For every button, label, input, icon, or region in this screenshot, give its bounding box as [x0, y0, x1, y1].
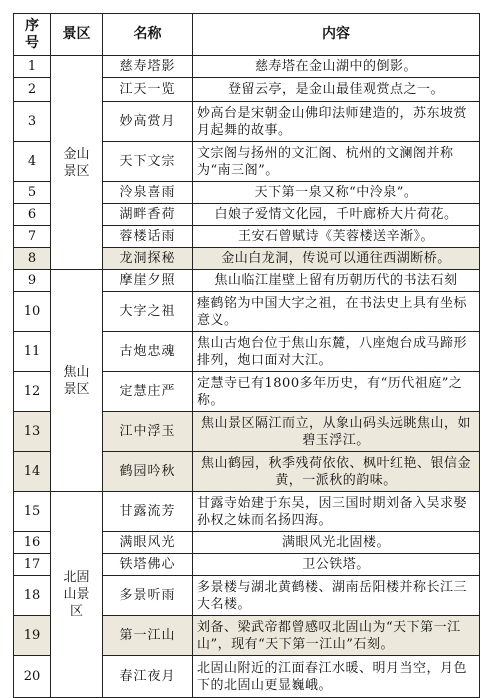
- row-num: 16: [14, 532, 51, 554]
- table-row: [14, 492, 480, 532]
- row-num: 19: [14, 616, 51, 656]
- row-num: 13: [14, 412, 51, 452]
- row-content: 焦山古炮台位于焦山东麓，八座炮台成马蹄形排列，炮口面对大江。: [193, 332, 480, 372]
- row-content: 慈寿塔在金山湖中的倒影。: [193, 56, 480, 78]
- row-content: 登留云亭，是金山最佳观赏点之一。: [193, 78, 480, 102]
- row-name: 江中浮玉: [103, 412, 193, 452]
- row-num: 11: [14, 332, 51, 372]
- row-name: 多景听雨: [103, 576, 193, 616]
- row-name: 鹤园吟秋: [103, 452, 193, 492]
- row-name: 铁塔佛心: [103, 554, 193, 576]
- row-content: 焦山鹤园，秋季残荷依依、枫叶红艳、银信金黄，一派秋的韵味。: [193, 452, 480, 492]
- row-num: 10: [14, 292, 51, 332]
- row-num: 17: [14, 554, 51, 576]
- row-num: 6: [14, 204, 51, 226]
- table-row: [14, 56, 480, 78]
- row-name: 摩崖夕照: [103, 270, 193, 292]
- row-num: 1: [14, 56, 51, 78]
- row-num: 3: [14, 102, 51, 142]
- row-name: 龙洞探秘: [103, 248, 193, 270]
- row-num: 4: [14, 142, 51, 182]
- row-content: 白娘子爱情文化园，千叶廊桥大片荷花。: [193, 204, 480, 226]
- area-cell-jinshan: 金山景区: [51, 56, 103, 270]
- row-name: 蓉楼话雨: [103, 226, 193, 248]
- row-content: 刘备、梁武帝都曾感叹北固山为“天下第一江山”，现有“天下第一江山”石刻。: [193, 616, 480, 656]
- row-content: 瘗鹤铭为中国大字之祖，在书法史上具有坐标意义。: [193, 292, 480, 332]
- row-name: 大字之祖: [103, 292, 193, 332]
- row-name: 江天一览: [103, 78, 193, 102]
- row-content: 焦山临江崖壁上留有历朝历代的书法石刻: [193, 270, 480, 292]
- row-content: 金山白龙洞，传说可以通往西湖断桥。: [193, 248, 480, 270]
- row-num: 15: [14, 492, 51, 532]
- row-name: 满眼风光: [103, 532, 193, 554]
- row-num: 12: [14, 372, 51, 412]
- row-content: 北固山附近的江面春江水暖、明月当空，月色下的北固山更显巍峨。: [193, 656, 480, 698]
- row-num: 2: [14, 78, 51, 102]
- row-content: 多景楼与湖北黄鹤楼、湖南岳阳楼并称长江三大名楼。: [193, 576, 480, 616]
- header-name: 名称: [103, 14, 193, 56]
- row-content: 文宗阁与扬州的文汇阁、杭州的文澜阁并称为“南三阁”。: [193, 142, 480, 182]
- row-name: 泠泉喜雨: [103, 182, 193, 204]
- header-content: 内容: [193, 14, 480, 56]
- header-row: [14, 14, 480, 56]
- row-name: 慈寿塔影: [103, 56, 193, 78]
- row-content: 卫公铁塔。: [193, 554, 480, 576]
- scenic-spots-table: [13, 13, 480, 698]
- row-content: 妙高台是宋朝金山佛印法师建造的，苏东坡赏月起舞的故事。: [193, 102, 480, 142]
- header-area: 景区: [51, 14, 103, 56]
- row-name: 妙高赏月: [103, 102, 193, 142]
- row-num: 8: [14, 248, 51, 270]
- row-content: 焦山景区隔江而立，从象山码头远眺焦山，如碧玉浮江。: [193, 412, 480, 452]
- row-name: 第一江山: [103, 616, 193, 656]
- row-content: 王安石曾赋诗《芙蓉楼送辛渐》。: [193, 226, 480, 248]
- row-name: 春江夜月: [103, 656, 193, 698]
- row-content: 甘露寺始建于东吴，因三国时期刘备入吴求娶孙权之妹而名扬四海。: [193, 492, 480, 532]
- row-num: 5: [14, 182, 51, 204]
- row-name: 甘露流芳: [103, 492, 193, 532]
- row-content: 满眼风光北固楼。: [193, 532, 480, 554]
- row-content: 天下第一泉又称“中泠泉”。: [193, 182, 480, 204]
- table-row: [14, 270, 480, 292]
- row-name: 定慧庄严: [103, 372, 193, 412]
- row-num: 18: [14, 576, 51, 616]
- row-content: 定慧寺已有1800多年历史，有“历代祖庭”之称。: [193, 372, 480, 412]
- header-num: 序号: [14, 14, 51, 56]
- row-num: 14: [14, 452, 51, 492]
- row-name: 天下文宗: [103, 142, 193, 182]
- area-cell-beigushan: 北固山景区: [51, 492, 103, 698]
- row-num: 20: [14, 656, 51, 698]
- row-name: 湖畔香荷: [103, 204, 193, 226]
- area-cell-jiaoshan: 焦山景区: [51, 270, 103, 492]
- row-num: 7: [14, 226, 51, 248]
- row-name: 古炮忠魂: [103, 332, 193, 372]
- row-num: 9: [14, 270, 51, 292]
